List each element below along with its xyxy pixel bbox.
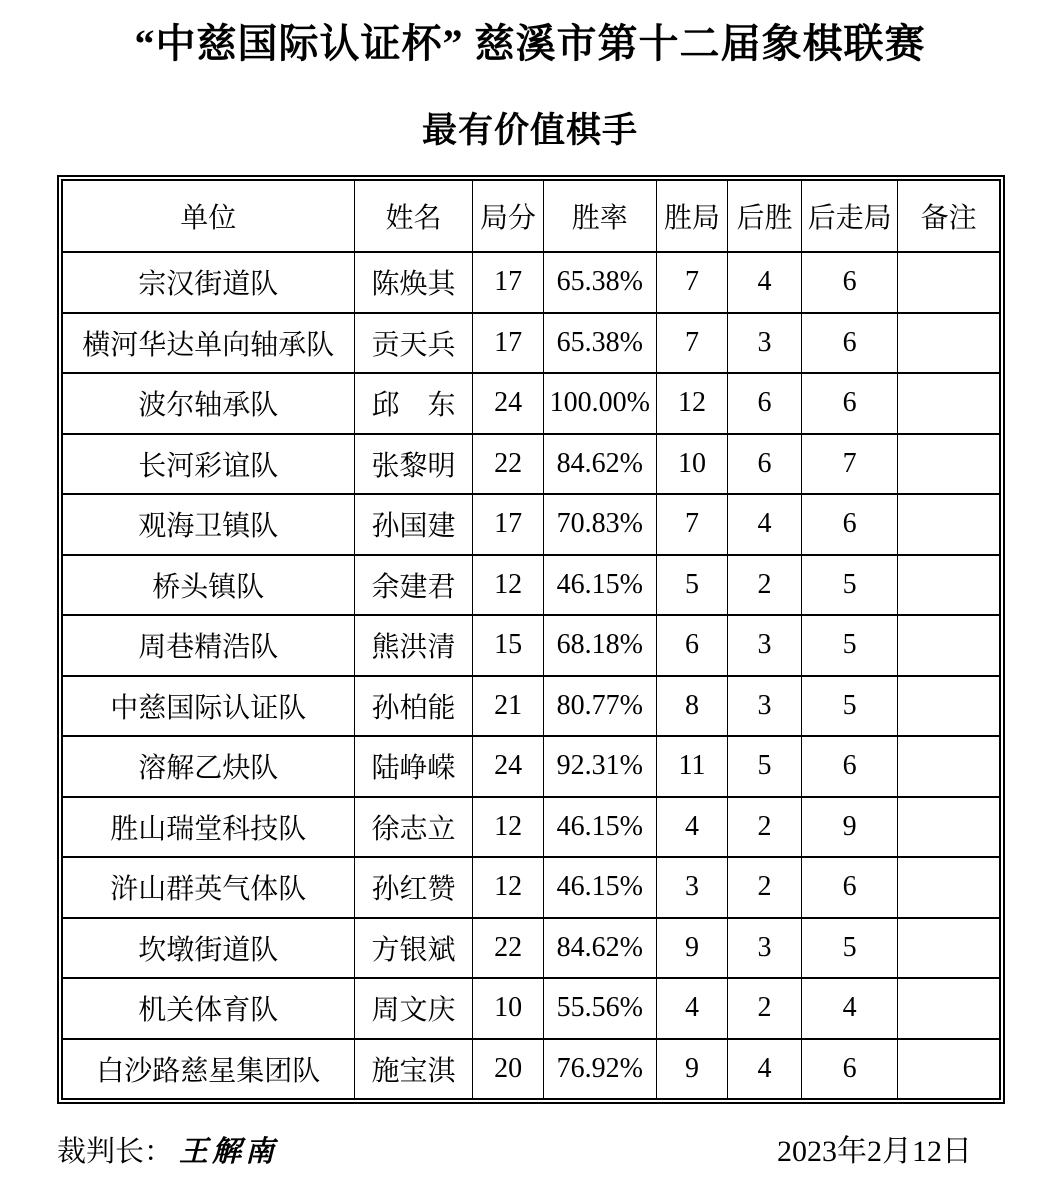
table-cell: 65.38% xyxy=(543,313,656,374)
table-cell: 17 xyxy=(473,494,543,555)
table-row xyxy=(63,555,999,616)
table-cell: 22 xyxy=(473,434,543,495)
judge-name: 王解南 xyxy=(179,1136,279,1168)
table-cell: 65.38% xyxy=(543,252,656,313)
table-cell xyxy=(898,1039,999,1099)
column-header: 单位 xyxy=(63,181,354,252)
results-table-border xyxy=(57,175,1005,1104)
table-cell: 7 xyxy=(801,434,897,495)
column-header: 后走局 xyxy=(801,181,897,252)
table-cell: 陈焕其 xyxy=(354,252,473,313)
table-cell: 3 xyxy=(728,918,802,979)
table-row xyxy=(63,373,999,434)
table-cell: 6 xyxy=(801,736,897,797)
table-row xyxy=(63,252,999,313)
table-cell: 徐志立 xyxy=(354,797,473,858)
table-cell: 观海卫镇队 xyxy=(63,494,354,555)
table-cell: 6 xyxy=(801,857,897,918)
table-cell xyxy=(898,252,999,313)
table-cell: 方银斌 xyxy=(354,918,473,979)
table-cell: 6 xyxy=(801,373,897,434)
table-cell: 68.18% xyxy=(543,615,656,676)
table-cell: 9 xyxy=(656,918,727,979)
table-cell: 4 xyxy=(728,494,802,555)
table-cell: 24 xyxy=(473,373,543,434)
table-cell xyxy=(898,434,999,495)
table-row xyxy=(63,918,999,979)
table-cell: 5 xyxy=(801,555,897,616)
table-cell: 施宝淇 xyxy=(354,1039,473,1099)
table-cell: 9 xyxy=(801,797,897,858)
table-cell: 76.92% xyxy=(543,1039,656,1099)
table-cell: 5 xyxy=(728,736,802,797)
table-cell: 84.62% xyxy=(543,434,656,495)
table-cell: 2 xyxy=(728,797,802,858)
table-cell: 熊洪清 xyxy=(354,615,473,676)
table-row xyxy=(63,434,999,495)
table-cell: 6 xyxy=(801,1039,897,1099)
table-cell: 20 xyxy=(473,1039,543,1099)
table-cell: 4 xyxy=(801,978,897,1039)
table-cell: 5 xyxy=(801,615,897,676)
table-cell: 6 xyxy=(728,434,802,495)
table-cell: 9 xyxy=(656,1039,727,1099)
table-cell: 12 xyxy=(473,797,543,858)
table-cell: 7 xyxy=(656,494,727,555)
table-cell: 浒山群英气体队 xyxy=(63,857,354,918)
table-cell: 24 xyxy=(473,736,543,797)
table-cell xyxy=(898,797,999,858)
page-subtitle: 最有价值棋手 xyxy=(421,111,638,150)
table-cell: 6 xyxy=(801,494,897,555)
table-cell: 4 xyxy=(656,797,727,858)
table-cell: 贡天兵 xyxy=(354,313,473,374)
column-header: 胜局 xyxy=(656,181,727,252)
table-cell: 46.15% xyxy=(543,857,656,918)
table-cell: 中慈国际认证队 xyxy=(63,676,354,737)
column-header: 后胜 xyxy=(728,181,802,252)
document-date: 2023年2月12日 xyxy=(777,1135,972,1168)
table-cell: 周巷精浩队 xyxy=(63,615,354,676)
column-header: 局分 xyxy=(473,181,543,252)
table-cell: 桥头镇队 xyxy=(63,555,354,616)
table-cell: 宗汉街道队 xyxy=(63,252,354,313)
table-cell: 陆峥嵘 xyxy=(354,736,473,797)
table-cell: 8 xyxy=(656,676,727,737)
table-row xyxy=(63,615,999,676)
table-cell: 92.31% xyxy=(543,736,656,797)
table-cell xyxy=(898,676,999,737)
table-cell: 4 xyxy=(728,252,802,313)
table-cell: 3 xyxy=(728,313,802,374)
header-row xyxy=(63,181,999,252)
table-cell: 张黎明 xyxy=(354,434,473,495)
table-cell: 55.56% xyxy=(543,978,656,1039)
table-cell: 46.15% xyxy=(543,555,656,616)
table-cell: 10 xyxy=(473,978,543,1039)
table-cell: 孙柏能 xyxy=(354,676,473,737)
table-cell xyxy=(898,857,999,918)
table-cell: 坎墩街道队 xyxy=(63,918,354,979)
table-cell: 7 xyxy=(656,313,727,374)
table-cell: 2 xyxy=(728,555,802,616)
table-cell: 84.62% xyxy=(543,918,656,979)
table-cell: 横河华达单向轴承队 xyxy=(63,313,354,374)
table-row xyxy=(63,676,999,737)
table-cell: 7 xyxy=(656,252,727,313)
table-cell: 机关体育队 xyxy=(63,978,354,1039)
table-cell: 12 xyxy=(656,373,727,434)
table-cell: 周文庆 xyxy=(354,978,473,1039)
table-cell: 11 xyxy=(656,736,727,797)
table-cell xyxy=(898,918,999,979)
judge-label: 裁判长： xyxy=(57,1136,174,1168)
page-title: “中慈国际认证杯” 慈溪市第十二届象棋联赛 xyxy=(134,21,926,66)
table-cell: 5 xyxy=(656,555,727,616)
table-cell: 3 xyxy=(656,857,727,918)
table-cell: 5 xyxy=(801,676,897,737)
table-row xyxy=(63,978,999,1039)
table-cell: 6 xyxy=(728,373,802,434)
table-cell xyxy=(898,978,999,1039)
table-cell: 80.77% xyxy=(543,676,656,737)
column-header: 姓名 xyxy=(354,181,473,252)
table-cell: 孙红赞 xyxy=(354,857,473,918)
table-cell: 2 xyxy=(728,857,802,918)
table-cell: 孙国建 xyxy=(354,494,473,555)
table-cell: 70.83% xyxy=(543,494,656,555)
table-cell: 5 xyxy=(801,918,897,979)
table-cell: 波尔轴承队 xyxy=(63,373,354,434)
table-cell: 3 xyxy=(728,676,802,737)
table-cell: 3 xyxy=(728,615,802,676)
table-cell: 100.00% xyxy=(543,373,656,434)
table-row xyxy=(63,1039,999,1099)
table-cell: 17 xyxy=(473,313,543,374)
table-row xyxy=(63,313,999,374)
column-header: 胜率 xyxy=(543,181,656,252)
table-row xyxy=(63,736,999,797)
table-cell xyxy=(898,313,999,374)
table-cell: 21 xyxy=(473,676,543,737)
table-cell xyxy=(898,615,999,676)
table-cell: 22 xyxy=(473,918,543,979)
results-table xyxy=(63,181,999,1098)
table-cell: 12 xyxy=(473,857,543,918)
table-cell: 白沙路慈星集团队 xyxy=(63,1039,354,1099)
table-cell: 6 xyxy=(801,252,897,313)
table-row xyxy=(63,797,999,858)
table-cell: 12 xyxy=(473,555,543,616)
table-body xyxy=(63,252,999,1098)
table-row xyxy=(63,857,999,918)
table-cell xyxy=(898,373,999,434)
table-cell: 6 xyxy=(656,615,727,676)
table-cell: 46.15% xyxy=(543,797,656,858)
footer xyxy=(57,1126,972,1170)
table-cell: 2 xyxy=(728,978,802,1039)
table-cell: 胜山瑞堂科技队 xyxy=(63,797,354,858)
table-cell: 邱 东 xyxy=(354,373,473,434)
table-cell: 余建君 xyxy=(354,555,473,616)
table-cell xyxy=(898,494,999,555)
table-cell: 长河彩谊队 xyxy=(63,434,354,495)
table-cell: 17 xyxy=(473,252,543,313)
table-cell: 10 xyxy=(656,434,727,495)
table-cell: 15 xyxy=(473,615,543,676)
table-cell: 6 xyxy=(801,313,897,374)
table-row xyxy=(63,494,999,555)
column-header: 备注 xyxy=(898,181,999,252)
table-cell: 4 xyxy=(656,978,727,1039)
table-cell: 溶解乙炔队 xyxy=(63,736,354,797)
table-cell xyxy=(898,736,999,797)
table-cell xyxy=(898,555,999,616)
table-cell: 4 xyxy=(728,1039,802,1099)
chief-judge-line xyxy=(57,1129,278,1170)
